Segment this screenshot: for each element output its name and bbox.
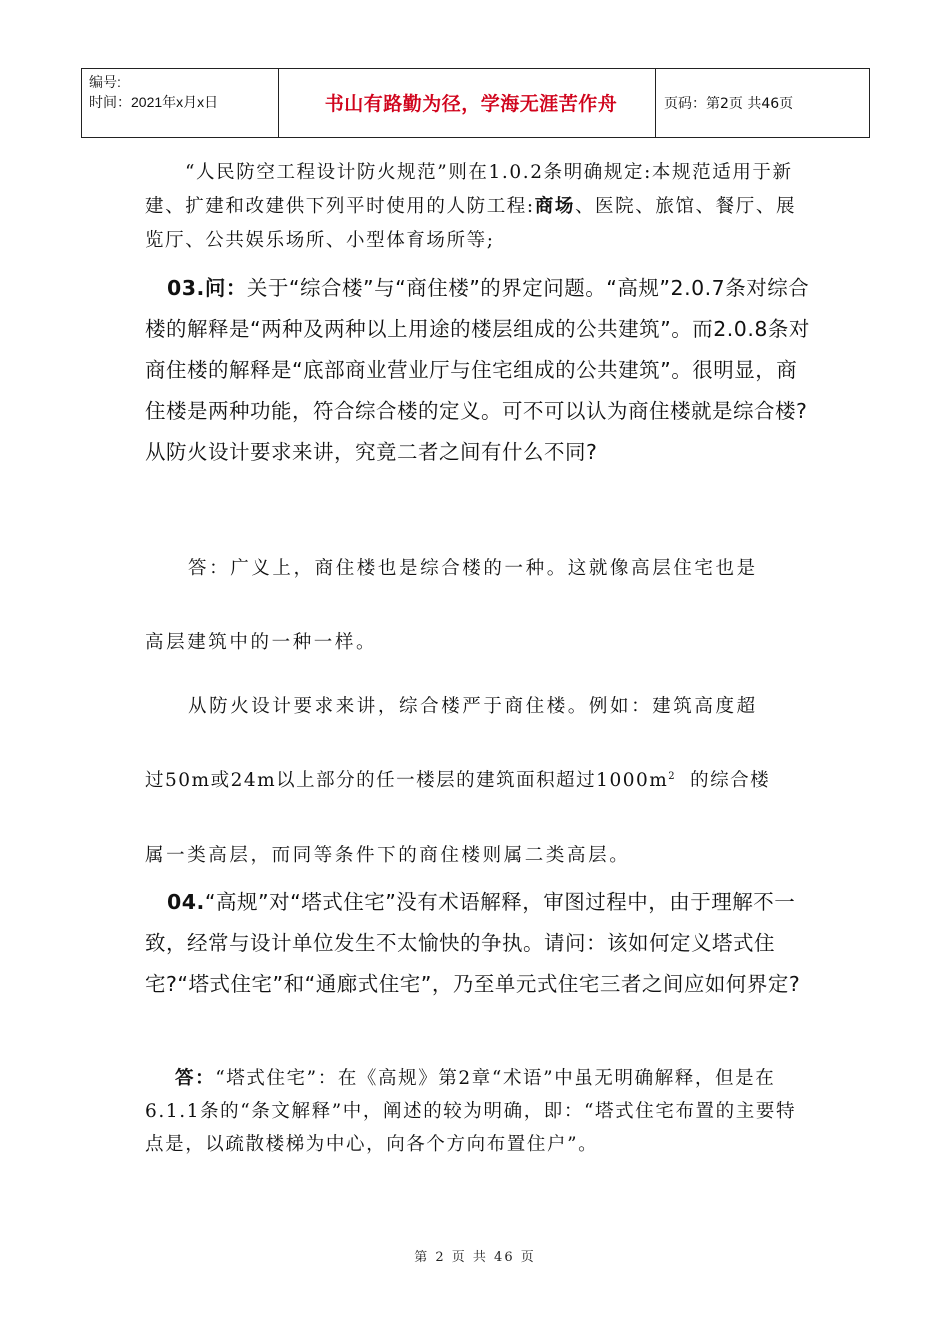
paragraph-text: “人民防空工程设计防火规范”则在1.0.2条明确规定:本规范适用于新建、扩建和改建供下列平时使用的人防工程: [145, 162, 793, 217]
header-divider [869, 69, 870, 137]
question-04 [145, 882, 815, 1005]
header-motto: 书山有路勤为径，学海无涯苦作舟 [324, 93, 618, 115]
answer-text: 过50m或24m以上部分的任一楼层的建筑面积超过1000m [145, 770, 669, 791]
question-text: “高规”对“塔式住宅”没有术语解释，审图过程中，由于理解不一致，经常与设计单位发生不太愉快的争执。请问：该如何定义塔式住宅?“塔式住宅”和“通廊式住宅”，乃至单元式住宅三者之间应如何界定? [145, 890, 801, 996]
question-number: 03.问： [167, 276, 247, 300]
header-divider [81, 69, 82, 137]
answer-text: 的综合楼 [690, 770, 771, 791]
page-footer: 第 2 页 共 46 页 [414, 1250, 536, 1265]
answer-line: 答：广义上，商住楼也是综合楼的一种。这就像高层住宅也是 [188, 558, 758, 579]
answer-line: 高层建筑中的一种一样。 [145, 632, 378, 653]
paragraph-fire-code [145, 156, 815, 258]
answer-line [145, 766, 815, 792]
page-info: 页码：第2页 共46页 [664, 96, 794, 112]
answer-04 [145, 1062, 815, 1161]
question-number: 04. [167, 890, 205, 914]
date-line: 时间：2021年x月x日 [89, 94, 219, 110]
question-03 [145, 268, 815, 473]
header-divider [278, 69, 279, 137]
question-text: 关于“综合楼”与“商住楼”的界定问题。“高规”2.0.7条对综合楼的解释是“两种及两种以上用途的楼层组成的公共建筑”。而2.0.8条对商住楼的解释是“底部商业营业厅与住宅组成的公共建筑”。很明显，商住楼是两种功能，符合综合楼的定义。可不可以认为商住楼就是综合楼?从防火设计要求来讲，究竟二者之间有什么不同? [145, 276, 810, 464]
answer-text: “塔式住宅”：在《高规》第2章“术语”中虽无明确解释，但是在6.1.1条的“条文解释”中，阐述的较为明确，即：“塔式住宅布置的主要特点是，以疏散楼梯为中心，向各个方向布置住户”。 [145, 1068, 797, 1155]
paragraph-text: 、医院、旅馆、餐厅、展览厅、公共娱乐场所、小型体育场所等; [145, 196, 797, 251]
header-meta [89, 72, 218, 112]
answer-label: 答： [175, 1068, 216, 1089]
answer-line: 从防火设计要求来讲，综合楼严于商住楼。例如：建筑高度超 [188, 696, 758, 717]
answer-line: 属一类高层，而同等条件下的商住楼则属二类高层。 [145, 845, 631, 866]
bold-term: 商场 [534, 196, 575, 217]
number-label: 编号: [89, 74, 121, 90]
header-table [81, 68, 870, 138]
superscript: 2 [668, 770, 677, 782]
